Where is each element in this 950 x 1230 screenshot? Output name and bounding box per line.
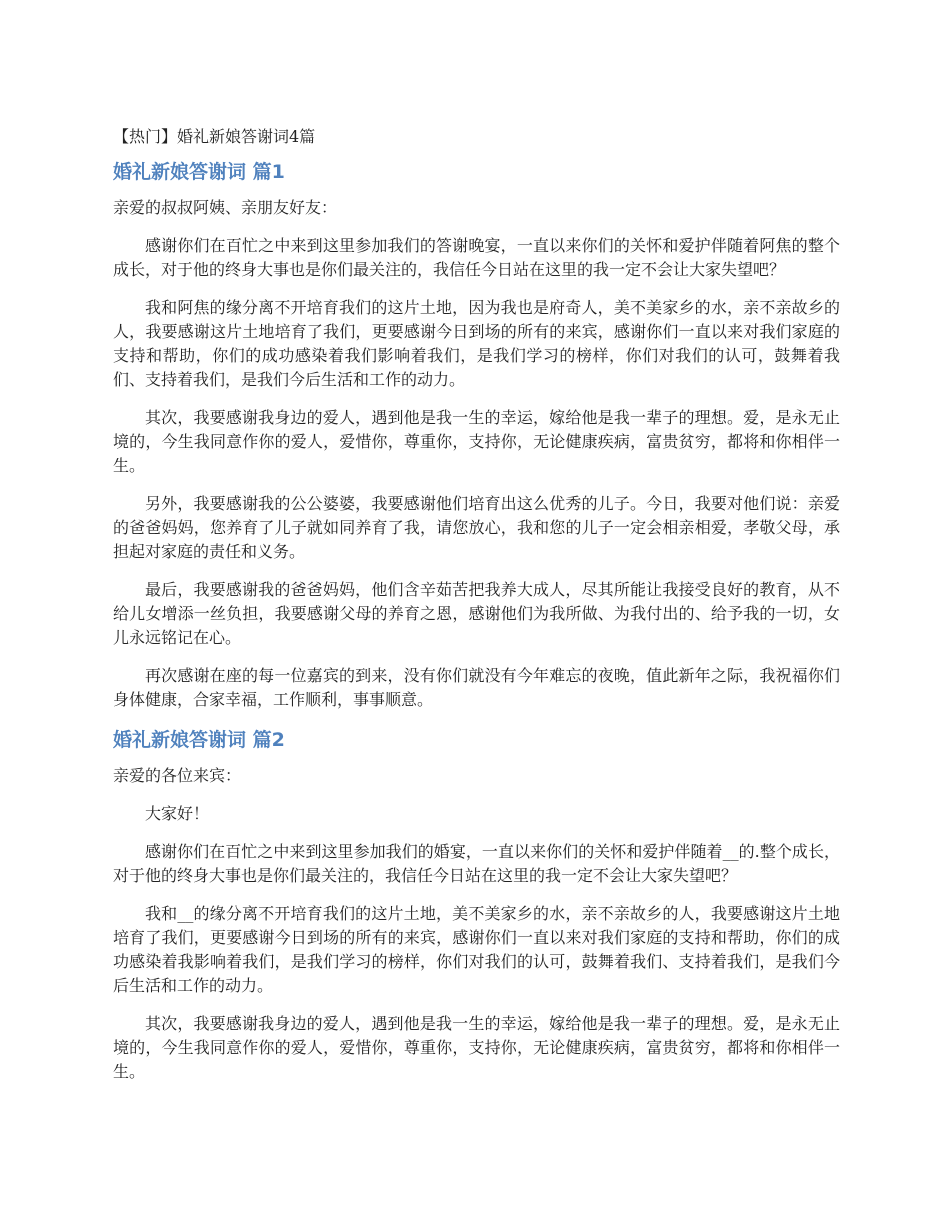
section-1 bbox=[113, 158, 840, 712]
paragraph: 我和__的缘分离不开培育我们的这片土地，美不美家乡的水，亲不亲故乡的人，我要感谢这片土地培育了我们，更要感谢今日到场的所有的来宾，感谢你们一直以来对我们家庭的支持和帮助，你们的成功感染着我影响着我们，是我们学习的榜样，你们对我们的认可，鼓舞着我们、支持着我们，是我们今后生活和工作的动力。 bbox=[113, 904, 840, 995]
document-title: 【热门】婚礼新娘答谢词4篇 bbox=[113, 127, 316, 146]
document-page bbox=[113, 124, 840, 1098]
paragraph: 感谢你们在百忙之中来到这里参加我们的答谢晚宴，一直以来你们的关怀和爱护伴随着阿焦的整个成长，对于他的终身大事也是你们最关注的，我信任今日站在这里的我一定不会让大家失望吧？ bbox=[113, 236, 840, 279]
paragraph: 另外，我要感谢我的公公婆婆，我要感谢他们培育出这么优秀的儿子。今日，我要对他们说：亲爱的爸爸妈妈，您养育了儿子就如同养育了我，请您放心，我和您的儿子一定会相亲相爱，孝敬父母，承担起对家庭的责任和义务。 bbox=[113, 494, 840, 561]
section-heading: 婚礼新娘答谢词 篇2 bbox=[113, 729, 285, 751]
paragraph: 我和阿焦的缘分离不开培育我们的这片土地，因为我也是府奇人，美不美家乡的水，亲不亲故乡的人，我要感谢这片土地培育了我们，更要感谢今日到场的所有的来宾，感谢你们一直以来对我们家庭的支持和帮助，你们的成功感染着我们影响着我们，是我们学习的榜样，你们对我们的认可，鼓舞着我们、支持着我们，是我们今后生活和工作的动力。 bbox=[113, 298, 840, 389]
paragraph: 其次，我要感谢我身边的爱人，遇到他是我一生的幸运，嫁给他是我一辈子的理想。爱，是永无止境的，今生我同意作你的爱人，爱惜你，尊重你，支持你，无论健康疾病，富贵贫穷，都将和你相伴一生。 bbox=[113, 408, 840, 475]
section-2 bbox=[113, 726, 840, 1084]
paragraph: 大家好！ bbox=[145, 804, 210, 823]
paragraph: 再次感谢在座的每一位嘉宾的到来，没有你们就没有今年难忘的夜晚，值此新年之际，我祝福你们身体健康，合家幸福，工作顺利，事事顺意。 bbox=[113, 666, 840, 709]
salutation: 亲爱的各位来宾： bbox=[113, 766, 242, 785]
section-heading: 婚礼新娘答谢词 篇1 bbox=[113, 161, 285, 183]
paragraph: 感谢你们在百忙之中来到这里参加我们的婚宴，一直以来你们的关怀和爱护伴随着__的.整个成长，对于他的终身大事也是你们最关注的，我信任今日站在这里的我一定不会让大家失望吧？ bbox=[113, 842, 840, 885]
salutation: 亲爱的叔叔阿姨、亲朋友好友： bbox=[113, 198, 338, 217]
paragraph: 最后，我要感谢我的爸爸妈妈，他们含辛茹苦把我养大成人，尽其所能让我接受良好的教育，从不给儿女增添一丝负担，我要感谢父母的养育之恩，感谢他们为我所做、为我付出的、给予我的一切，女儿永远铭记在心。 bbox=[113, 580, 840, 647]
paragraph: 其次，我要感谢我身边的爱人，遇到他是我一生的幸运，嫁给他是我一辈子的理想。爱，是永无止境的，今生我同意作你的爱人，爱惜你，尊重你，支持你，无论健康疾病，富贵贫穷，都将和你相伴一生。 bbox=[113, 1014, 840, 1081]
